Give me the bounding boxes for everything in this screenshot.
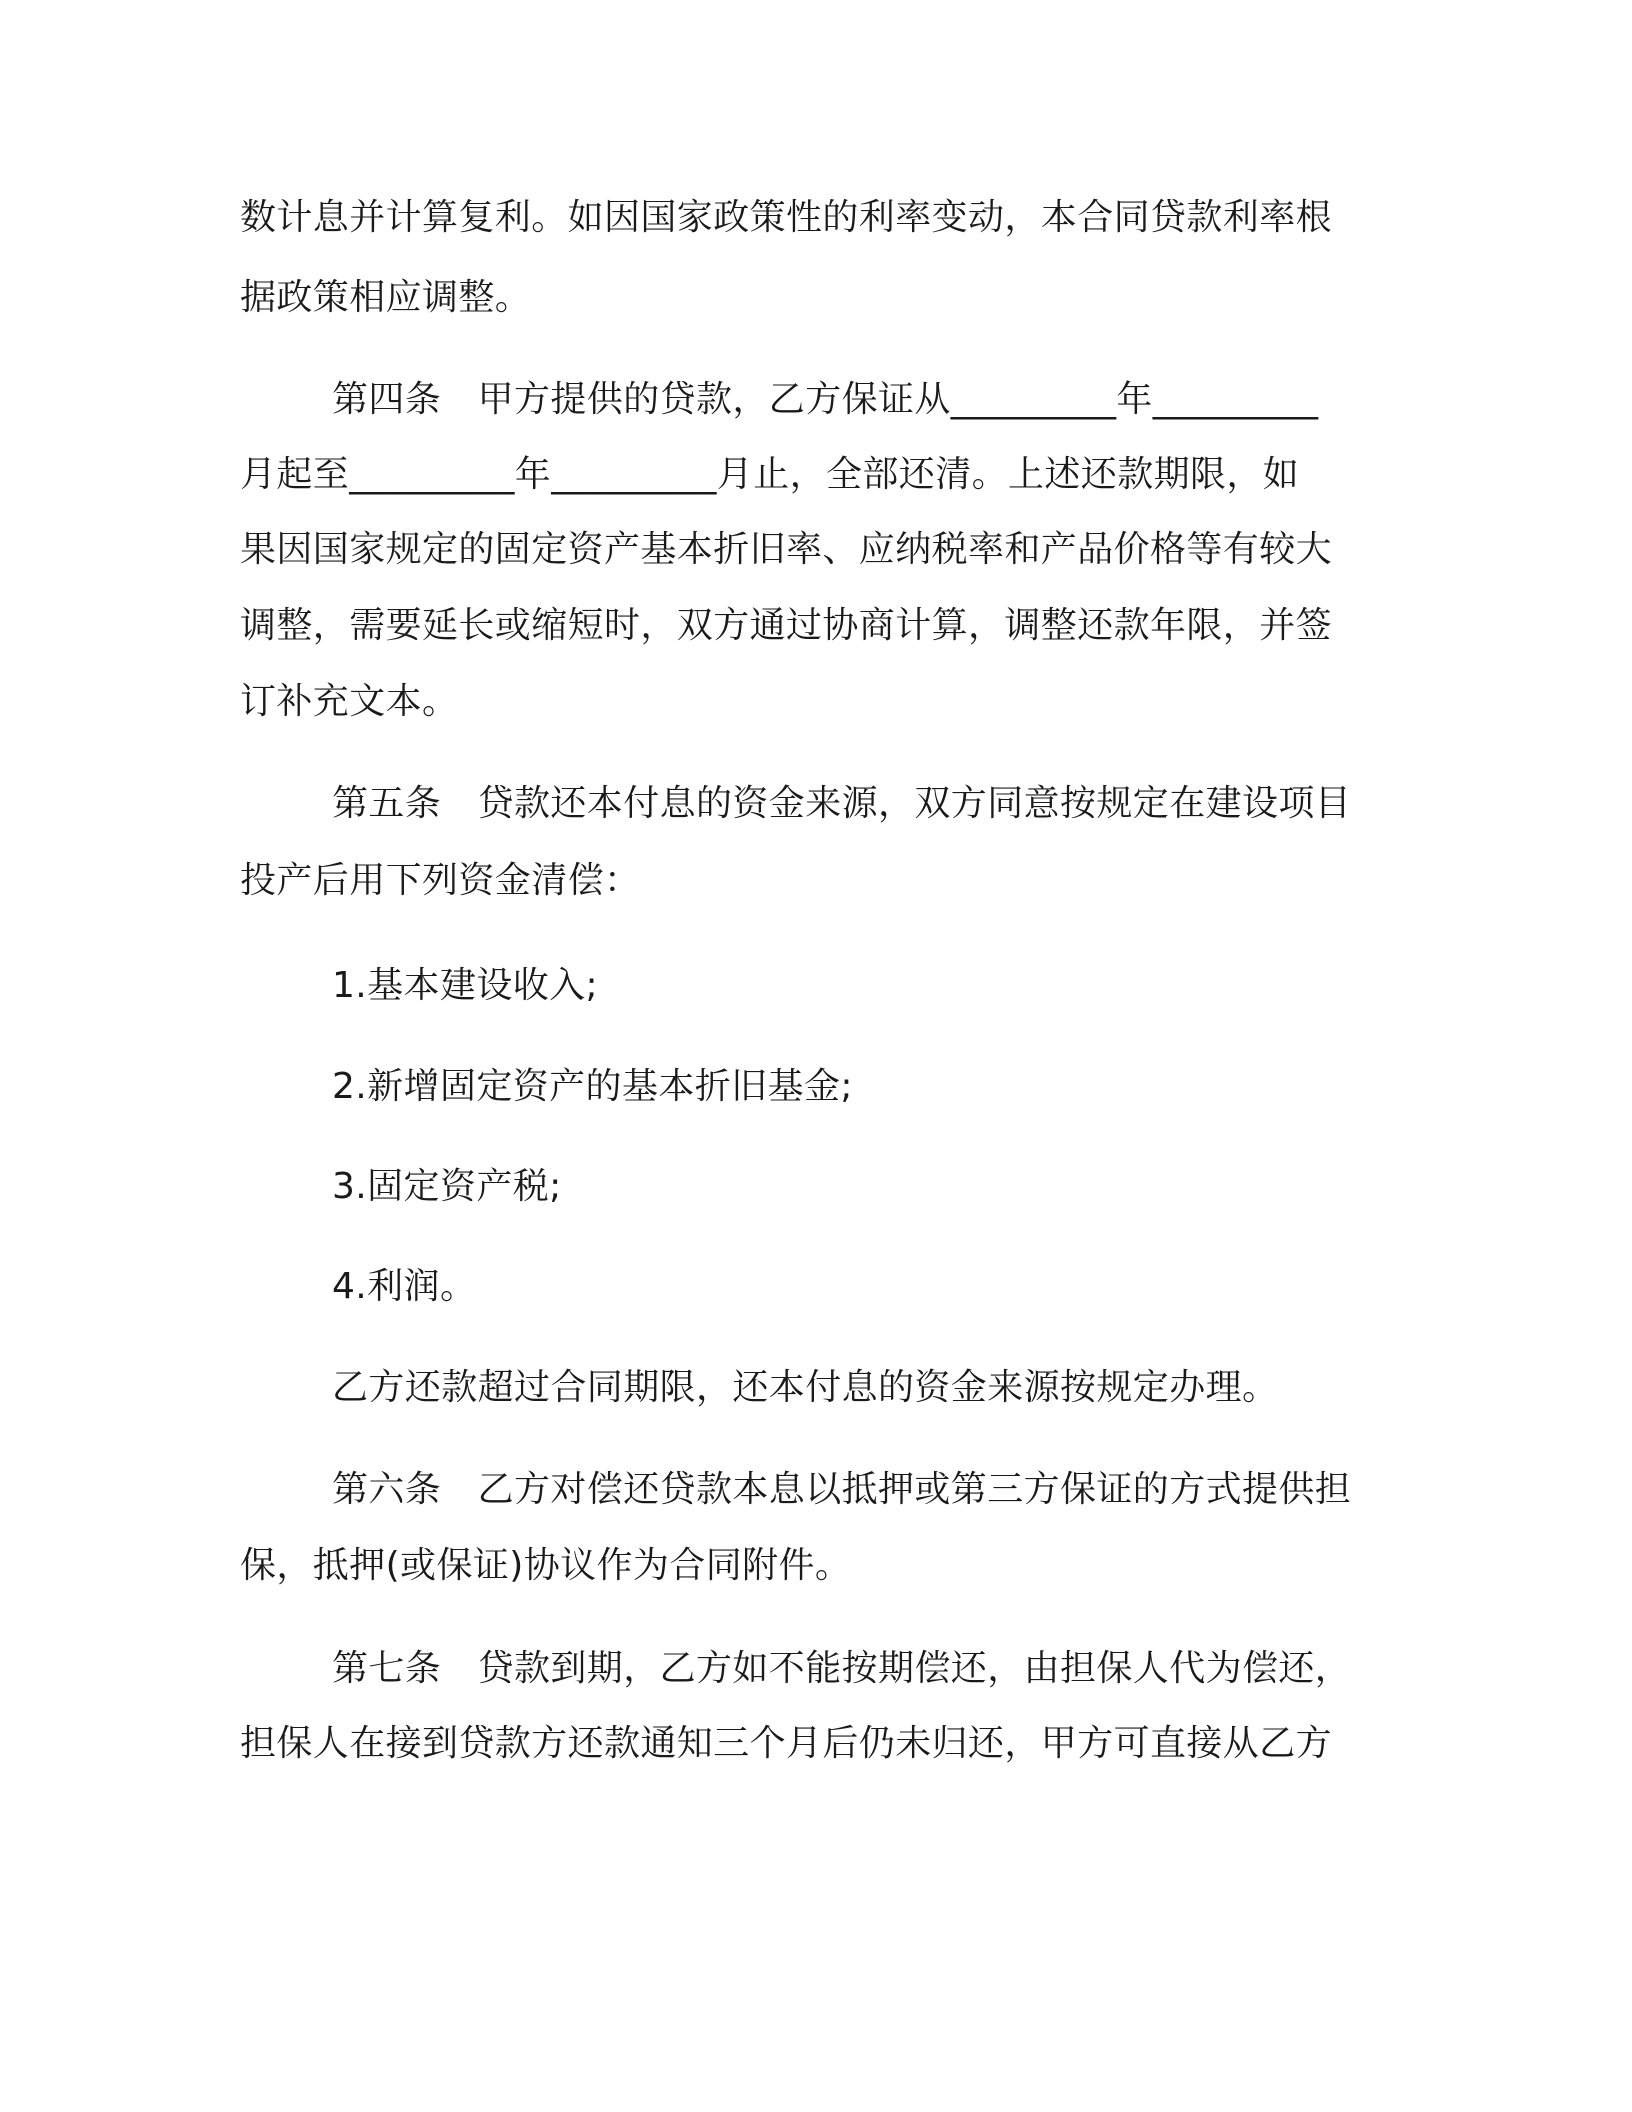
- paragraph-line: 果因国家规定的固定资产基本折旧率、应纳税率和产品价格等有较大: [240, 529, 1333, 570]
- article-7-heading-line: 第七条 贷款到期，乙方如不能按期偿还，由担保人代为偿还，: [332, 1648, 1352, 1689]
- list-item: 1.基本建设收入;: [332, 965, 599, 1006]
- list-item: 4.利润。: [332, 1266, 477, 1307]
- paragraph-line: 月起至_________年_________月止，全部还清。上述还款期限，如: [240, 454, 1300, 495]
- article-5-heading-line: 第五条 贷款还本付息的资金来源，双方同意按规定在建设项目: [332, 783, 1352, 824]
- article-4-heading-line: 第四条 甲方提供的贷款，乙方保证从_________年_________: [332, 379, 1319, 420]
- paragraph-line: 订补充文本。: [240, 681, 459, 722]
- paragraph-line: 投产后用下列资金清偿：: [240, 860, 641, 901]
- paragraph-line: 乙方还款超过合同期限，还本付息的资金来源按规定办理。: [332, 1367, 1279, 1408]
- article-6-heading-line: 第六条 乙方对偿还贷款本息以抵押或第三方保证的方式提供担: [332, 1469, 1352, 1510]
- paragraph-line: 数计息并计算复利。如因国家政策性的利率变动，本合同贷款利率根: [240, 197, 1333, 238]
- paragraph-line: 据政策相应调整。: [240, 277, 532, 318]
- list-item: 2.新增固定资产的基本折旧基金;: [332, 1066, 853, 1107]
- paragraph-line: 调整，需要延长或缩短时，双方通过协商计算，调整还款年限，并签: [240, 605, 1333, 646]
- paragraph-line: 保，抵押(或保证)协议作为合同附件。: [240, 1545, 852, 1586]
- list-item: 3.固定资产税;: [332, 1166, 562, 1207]
- paragraph-line: 担保人在接到贷款方还款通知三个月后仍未归还，甲方可直接从乙方: [240, 1723, 1333, 1764]
